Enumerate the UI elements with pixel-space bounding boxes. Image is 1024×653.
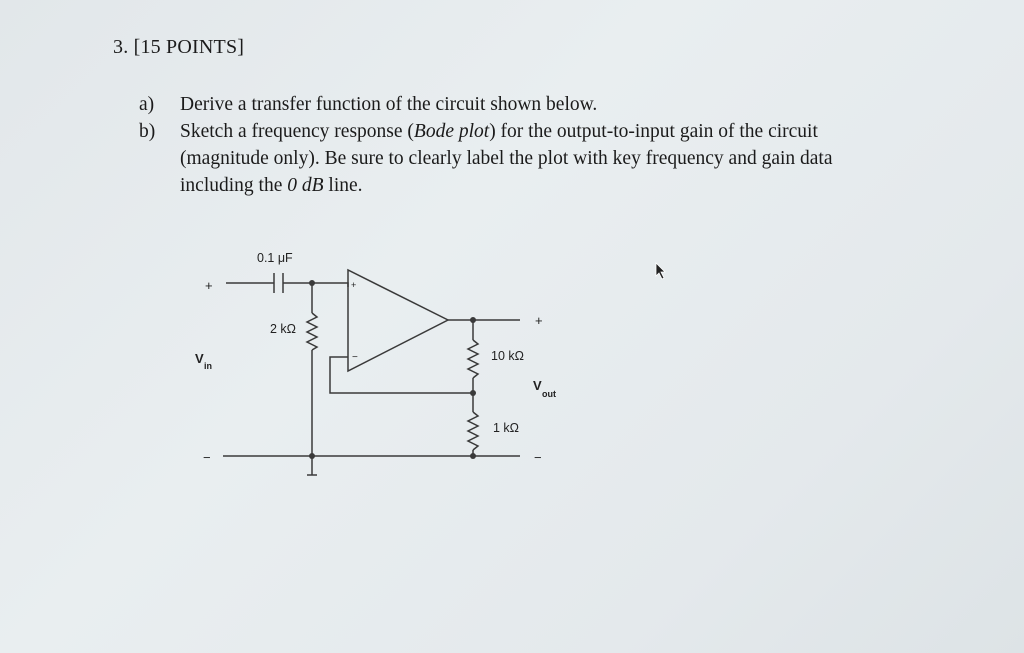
svg-text:in: in (204, 361, 212, 371)
input-plus-sign: + (205, 278, 213, 293)
capacitor-label: 0.1 μF (257, 251, 293, 265)
output-minus-sign: − (534, 450, 542, 465)
resistor-1k (468, 412, 478, 450)
input-minus-sign: − (203, 450, 211, 465)
question-a-text: Derive a transfer function of the circuit shown below. (180, 94, 598, 115)
question-b-marker: b) (139, 121, 156, 142)
question-b-line-2: (magnitude only). Be sure to clearly label the plot with key frequency and gain data (180, 148, 833, 169)
node-dot (470, 317, 476, 323)
svg-text:V: V (195, 351, 204, 366)
output-plus-sign: + (535, 313, 543, 328)
opamp-minus-label: − (352, 352, 358, 363)
question-b-line-3: including the 0 dB line. (180, 175, 363, 196)
resistor-1k-label: 1 kΩ (493, 421, 520, 435)
opamp-plus-label: + (351, 280, 357, 290)
svg-text:V: V (533, 378, 542, 393)
resistor-10k-label: 10 kΩ (491, 349, 524, 363)
node-dot (309, 453, 315, 459)
question-b-line-1: Sketch a frequency response (Bode plot) for the output-to-input gain of the circuit (180, 121, 818, 142)
node-dot (470, 453, 476, 459)
question-a-marker: a) (139, 94, 155, 115)
resistor-10k (468, 340, 478, 378)
mouse-cursor-icon (654, 262, 668, 280)
resistor-2k (307, 313, 317, 350)
vin-label (195, 351, 212, 371)
noninverting-wire (312, 283, 348, 287)
svg-text:out: out (542, 389, 556, 399)
resistor-2k-label: 2 kΩ (270, 322, 297, 336)
node-dot (309, 280, 315, 286)
node-dot (470, 390, 476, 396)
capacitor (274, 273, 283, 293)
opamp-symbol (348, 270, 448, 371)
problem-heading: 3. [15 POINTS] (113, 36, 245, 58)
vout-label (533, 378, 556, 399)
